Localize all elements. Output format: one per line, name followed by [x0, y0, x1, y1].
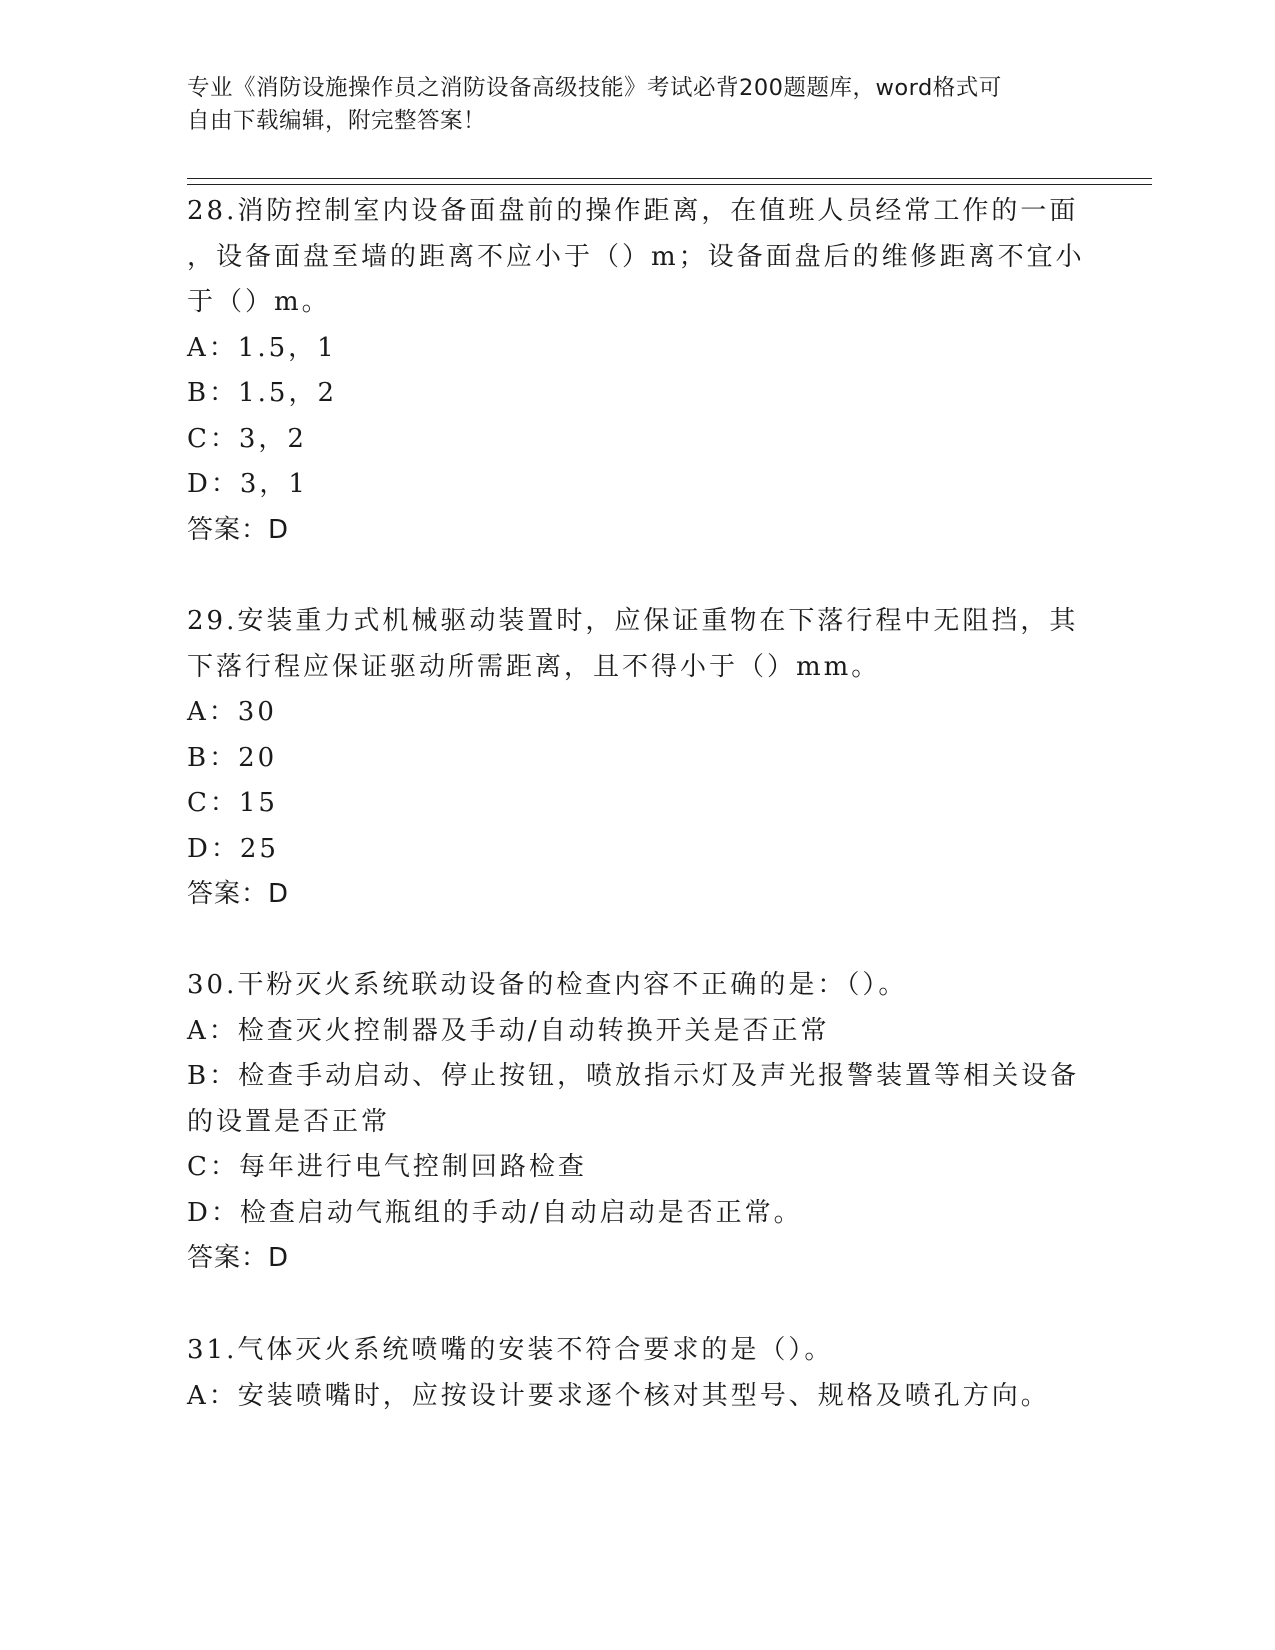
question-stem-line: 于（）m。	[187, 287, 331, 317]
answer-line: 答案：D	[187, 514, 290, 545]
option-c: C：3，2	[187, 423, 307, 454]
option-a: A：1.5，1	[187, 332, 337, 363]
question-stem-line: 28.消防控制室内设备面盘前的操作距离，在值班人员经常工作的一面	[187, 196, 1079, 226]
question-29	[187, 599, 1087, 918]
option-a: A：检查灭火控制器及手动/自动转换开关是否正常	[187, 1015, 830, 1046]
document-header	[187, 72, 1067, 138]
question-stem-line: 31.气体灭火系统喷嘴的安装不符合要求的是（）。	[187, 1335, 834, 1365]
question-stem-line: ，设备面盘至墙的距离不应小于（）m；设备面盘后的维修距离不宜小	[187, 241, 1085, 272]
option-c: C：每年进行电气控制回路检查	[187, 1152, 587, 1182]
option-b-continued: 的设置是否正常	[187, 1106, 391, 1137]
option-b: B：检查手动启动、停止按钮，喷放指示灯及声光报警装置等相关设备	[187, 1061, 1080, 1091]
option-a: A：30	[187, 697, 277, 727]
question-31	[187, 1328, 1087, 1419]
question-stem-line: 29.安装重力式机械驱动装置时，应保证重物在下落行程中无阻挡，其	[187, 606, 1079, 636]
header-line-1: 专业《消防设施操作员之消防设备高级技能》考试必背200题题库，word格式可	[187, 75, 1002, 101]
option-d: D：25	[187, 833, 279, 864]
header-line-2: 自由下载编辑，附完整答案！	[187, 108, 487, 134]
question-30	[187, 963, 1087, 1282]
answer-line: 答案：D	[187, 1243, 290, 1273]
option-a: A：安装喷嘴时，应按设计要求逐个核对其型号、规格及喷孔方向。	[187, 1380, 1050, 1411]
header-divider-bottom	[187, 184, 1152, 185]
option-d: D：检查启动气瓶组的手动/自动启动是否正常。	[187, 1197, 803, 1228]
option-d: D：3，1	[187, 469, 308, 499]
option-b: B：20	[187, 742, 278, 773]
option-b: B：1.5，2	[187, 378, 337, 408]
question-stem-line: 30.干粉灭火系统联动设备的检查内容不正确的是：（）。	[187, 970, 908, 1000]
question-28	[187, 189, 1087, 553]
question-stem-line: 下落行程应保证驱动所需距离，且不得小于（）mm。	[187, 651, 881, 682]
answer-line: 答案：D	[187, 879, 290, 909]
header-divider-top	[187, 178, 1152, 179]
option-c: C：15	[187, 788, 278, 818]
